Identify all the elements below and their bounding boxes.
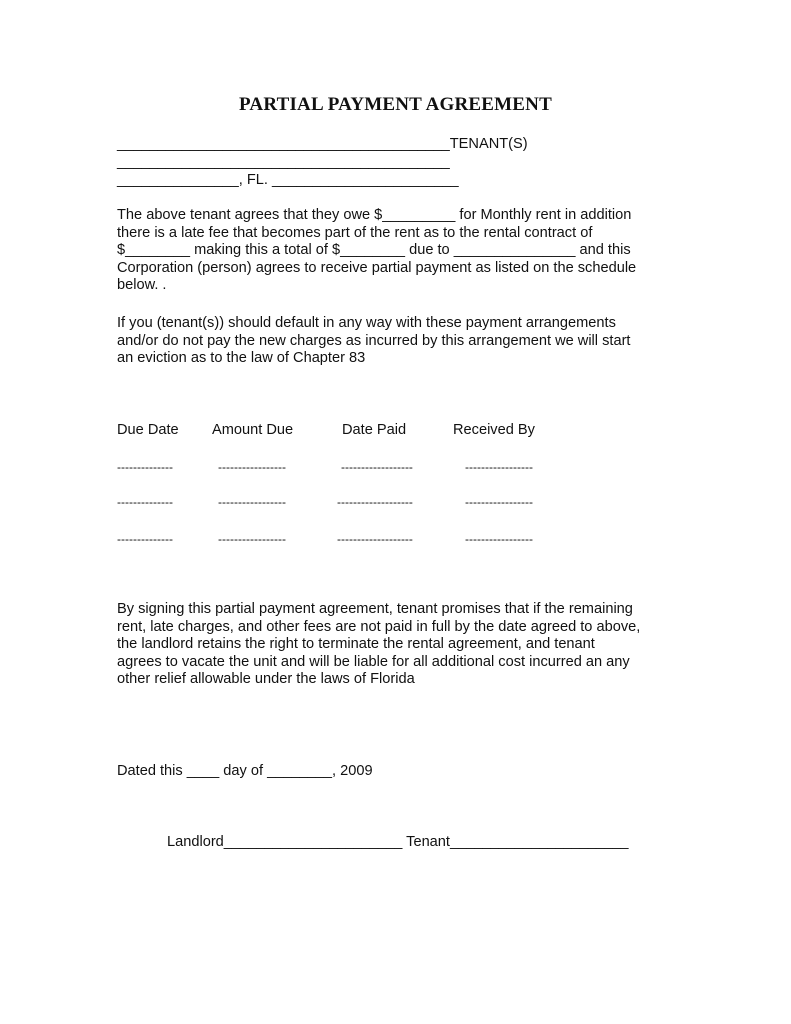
table-header-date-paid: Date Paid [342, 422, 407, 438]
dated-line: Dated this ____ day of ________, 2009 [117, 763, 373, 779]
city-line: _______________, FL. _______________________ [117, 172, 459, 188]
table-cell: -------------- [117, 532, 173, 546]
table-cell: ------------------- [337, 532, 413, 546]
paragraph-amount-owed: The above tenant agrees that they owe $_________ for Monthly rent in addition there is a late fee that becomes part of the rent as to the rental contract of $________ making this a total of $________ due to _______________ and this Corporation (person) agrees to receive partial payment as listed on the schedule below. . [117, 207, 637, 293]
table-header-received-by: Received By [453, 422, 535, 438]
table-cell: ----------------- [465, 460, 533, 474]
table-cell: -------------- [117, 495, 173, 509]
table-cell: ----------------- [465, 495, 533, 509]
address-line: _________________________________________ [117, 154, 450, 170]
paragraph-default-terms: If you (tenant(s)) should default in any way with these payment arrangements and/or do not pay the new charges as incurred by this arrangement we will start an eviction as to the law of Chapter 83 [117, 315, 631, 366]
tenant-name-line: _________________________________________TENANT(S) [117, 136, 528, 152]
table-cell: ----------------- [218, 532, 286, 546]
table-header-due-date: Due Date [117, 422, 179, 438]
table-cell: ------------------- [337, 495, 413, 509]
paragraph-signing-terms: By signing this partial payment agreement, tenant promises that if the remaining rent, late charges, and other fees are not paid in full by the date agreed to above, the landlord retains the right to terminate the rental agreement, and tenant agrees to vacate the unit and will be liable for all additional cost incurred an any other relief allowable under the laws of Florida [117, 601, 641, 687]
table-cell: ----------------- [465, 532, 533, 546]
table-cell: -------------- [117, 460, 173, 474]
signature-line: Landlord______________________ Tenant______________________ [167, 834, 629, 850]
table-header-amount-due: Amount Due [212, 422, 294, 438]
document-title: PARTIAL PAYMENT AGREEMENT [239, 94, 552, 115]
table-cell: ------------------ [341, 460, 413, 474]
table-cell: ----------------- [218, 460, 286, 474]
table-cell: ----------------- [218, 495, 286, 509]
